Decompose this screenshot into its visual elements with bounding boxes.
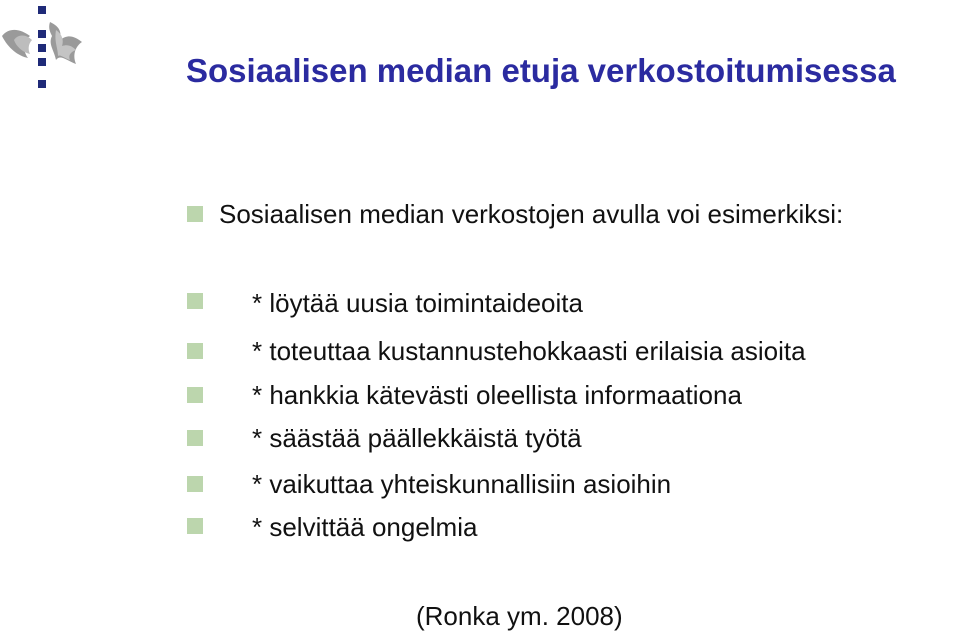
citation: (Ronka ym. 2008) <box>416 601 623 631</box>
list-item: * hankkia kätevästi oleellista informaationa <box>252 380 742 410</box>
square-bullet-icon <box>187 387 203 403</box>
list-item: * löytää uusia toimintaideoita <box>252 288 583 318</box>
intro-text: Sosiaalisen median verkostojen avulla voi esimerkiksi: <box>219 199 844 229</box>
university-flame-logo-icon <box>0 0 100 95</box>
list-item: * selvittää ongelmia <box>252 512 478 542</box>
list-item: * säästää päällekkäistä työtä <box>252 423 582 453</box>
square-bullet-icon <box>187 476 203 492</box>
square-bullet-icon <box>187 430 203 446</box>
square-bullet-icon <box>187 293 203 309</box>
square-bullet-icon <box>187 206 203 222</box>
square-bullet-icon <box>187 518 203 534</box>
square-bullet-icon <box>187 343 203 359</box>
list-item: * toteuttaa kustannustehokkaasti erilaisia asioita <box>252 336 806 366</box>
list-item: * vaikuttaa yhteiskunnallisiin asioihin <box>252 469 672 499</box>
slide-title: Sosiaalisen median etuja verkostoitumisessa <box>186 52 896 89</box>
